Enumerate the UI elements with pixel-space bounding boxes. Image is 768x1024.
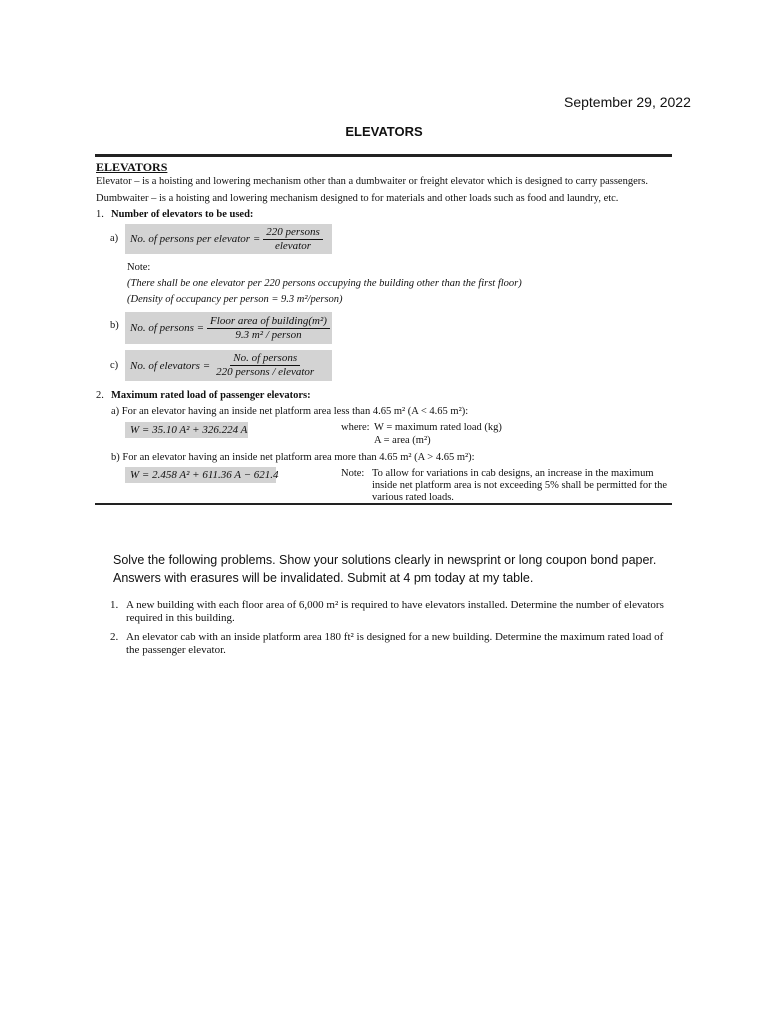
instruction-line-2: Answers with erasures will be invalidated. Submit at 4 pm today at my table. [113, 571, 534, 585]
bottom-divider [95, 503, 672, 505]
formula-c-numerator: No. of persons [230, 352, 300, 366]
item-b-label: b) [110, 320, 119, 331]
note-line-1: (There shall be one elevator per 220 persons occupying the building other than the first floor) [127, 278, 522, 289]
formula-a-numerator: 220 persons [263, 226, 322, 240]
formula-persons-per-elevator [125, 224, 332, 254]
section-1-number: 1. [96, 209, 104, 220]
formula-b-fraction [207, 315, 330, 342]
formula-c-lhs: No. of elevators = [130, 359, 211, 372]
where-label: where: [341, 422, 370, 433]
note-line-2: (Density of occupancy per person = 9.3 m²/person) [127, 294, 343, 305]
item-a-label: a) [110, 233, 119, 244]
formula-b-denominator: 9.3 m² / person [235, 328, 302, 341]
notes-heading: ELEVATORS [96, 160, 168, 174]
document-date: September 29, 2022 [564, 94, 691, 110]
formula-number-of-elevators [125, 350, 332, 381]
top-divider [95, 154, 672, 157]
section-2b-text: b) For an elevator having an inside net platform area more than 4.65 m² (A > 4.65 m²): [111, 452, 475, 463]
where-a-definition: A = area (m²) [374, 435, 431, 446]
section-2-number: 2. [96, 390, 104, 401]
problem-number: 1. [110, 599, 119, 611]
section-2-title: Maximum rated load of passenger elevators: [111, 390, 311, 401]
formula-c-denominator: 220 persons / elevator [216, 366, 315, 378]
instruction-line-1: Solve the following problems. Show your solutions clearly in newsprint or long coupon bond paper. [113, 553, 657, 567]
problem-number: 2. [110, 631, 119, 643]
formula-a-denominator: elevator [274, 239, 312, 252]
definition-dumbwaiter: Dumbwaiter – is a hoisting and lowering mechanism designed to for materials and other loads such as food and laundry, etc. [96, 193, 619, 204]
note-2-line-1: To allow for variations in cab designs, an increase in the maximum [372, 468, 654, 479]
formula-load-large-area: W = 2.458 A² + 611.36 A − 621.4 [125, 467, 276, 483]
item-c-label: c) [110, 360, 119, 371]
section-1-title: Number of elevators to be used: [111, 209, 254, 220]
page-title: ELEVATORS [345, 124, 423, 139]
formula-a-fraction [263, 226, 322, 253]
section-2a-text: a) For an elevator having an inside net platform area less than 4.65 m² (A < 4.65 m²): [111, 406, 469, 417]
note-label: Note: [127, 262, 151, 273]
note-2-line-2: inside net platform area is not exceeding 5% shall be permitted for the [372, 480, 668, 491]
note-2-label: Note: [341, 468, 365, 479]
problem-text: A new building with each floor area of 6,000 m² is required to have elevators installed. Determine the number of elevators required in this building. [126, 599, 664, 624]
where-w-definition: W = maximum rated load (kg) [374, 422, 502, 433]
formula-c-fraction [213, 352, 317, 379]
formula-b-numerator: Floor area of building(m²) [207, 315, 330, 329]
problem-text: An elevator cab with an inside platform area 180 ft² is designed for a new building. Determine the maximum rated load of the passenger elevator. [126, 631, 664, 656]
formula-b-lhs: No. of persons = [130, 322, 205, 334]
note-2-line-3: various rated loads. [372, 492, 454, 503]
formula-load-small-area: W = 35.10 A² + 326.224 A [125, 422, 248, 438]
definition-elevator: Elevator – is a hoisting and lowering mechanism other than a dumbwaiter or freight elevator which is designed to carry passengers. [96, 176, 648, 187]
formula-number-of-persons [125, 312, 332, 344]
formula-a-lhs: No. of persons per elevator = [130, 233, 261, 245]
